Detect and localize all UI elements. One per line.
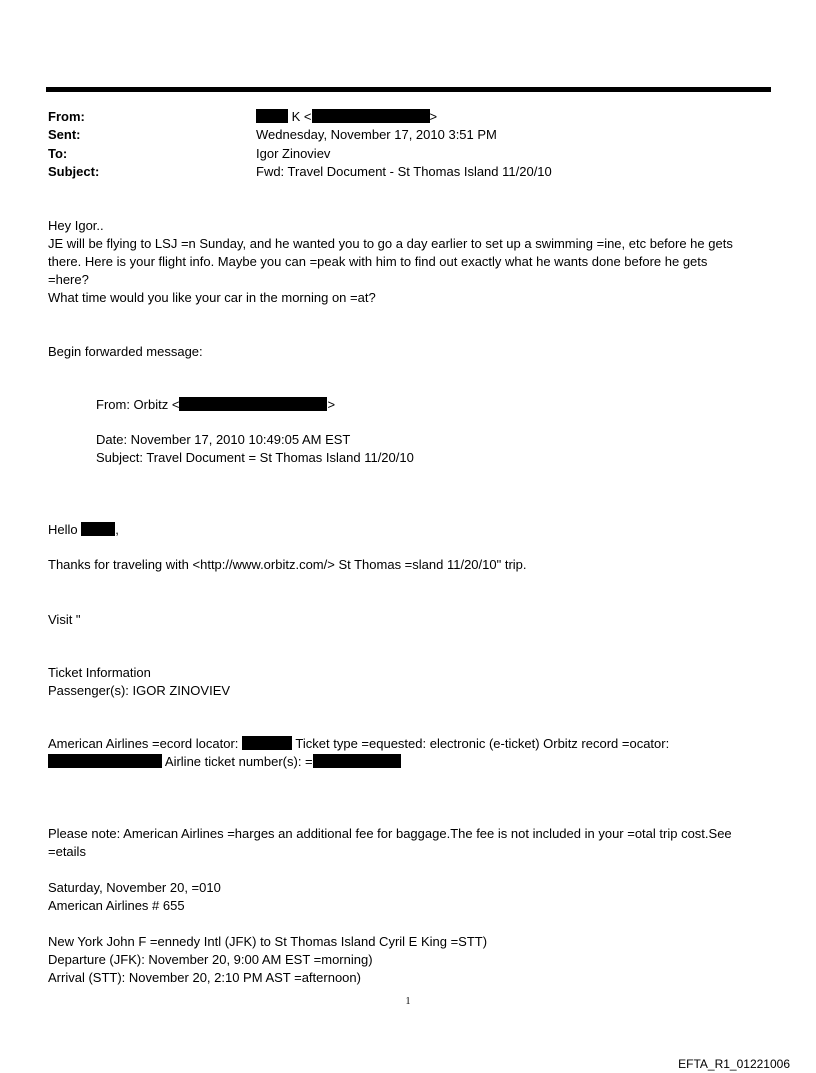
visit-line: Visit " — [48, 612, 81, 627]
body-line: JE will be flying to LSJ =n Sunday, and he wanted you to go a day earlier to set up a swimming =ine, etc before he gets — [48, 236, 733, 251]
to-label: To: — [48, 146, 68, 161]
redaction-block — [81, 522, 115, 536]
subject-label: Subject: — [48, 164, 100, 179]
record-locator-line — [48, 735, 669, 753]
document-id: EFTA_R1_01221006 — [678, 1057, 790, 1071]
from-label: From: — [48, 109, 85, 124]
header-rule — [46, 87, 771, 92]
flight-date: Saturday, November 20, =010 — [48, 880, 221, 895]
hello-comma: , — [115, 522, 119, 537]
redaction-block — [179, 397, 327, 411]
redaction-block — [242, 736, 292, 750]
fwd-subject: Subject: Travel Document = St Thomas Island 11/20/10 — [96, 450, 414, 465]
ticket-number-line — [48, 753, 401, 771]
redaction-block — [313, 754, 401, 768]
fwd-date: Date: November 17, 2010 10:49:05 AM EST — [96, 432, 351, 447]
to-value: Igor Zinoviev — [256, 146, 331, 161]
ticket-type-text: Ticket type =equested: electronic (e-ticket) Orbitz record =ocator: — [295, 736, 670, 751]
flight-number: American Airlines # 655 — [48, 898, 185, 913]
redaction-block — [312, 109, 430, 123]
body-line: What time would you like your car in the morning on =at? — [48, 290, 376, 305]
passengers-line: Passenger(s): IGOR ZINOVIEV — [48, 683, 231, 698]
arrival-line: Arrival (STT): November 20, 2:10 PM AST =afternoon) — [48, 970, 361, 985]
note-line: =etails — [48, 844, 86, 859]
hello-line — [48, 521, 119, 539]
aa-locator-text: American Airlines =ecord locator: — [48, 736, 239, 751]
fwd-from-end: > — [327, 397, 336, 412]
begin-forwarded: Begin forwarded message: — [48, 344, 203, 359]
sent-label: Sent: — [48, 127, 81, 142]
from-value — [256, 108, 437, 126]
fwd-from — [96, 396, 335, 414]
redaction-block — [48, 754, 162, 768]
fwd-from-text: From: Orbitz < — [96, 397, 180, 412]
body-line: there. Here is your flight info. Maybe you can =peak with him to find out exactly what he wants done before he gets — [48, 254, 708, 269]
from-end-text: > — [429, 109, 438, 124]
thanks-line: Thanks for traveling with <http://www.orbitz.com/> St Thomas =sland 11/20/10" trip. — [48, 557, 527, 572]
route-line: New York John F =ennedy Intl (JFK) to St Thomas Island Cyril E King =STT) — [48, 934, 488, 949]
subject-value: Fwd: Travel Document - St Thomas Island 11/20/10 — [256, 164, 552, 179]
ticket-number-text: Airline ticket number(s): = — [164, 754, 313, 769]
sent-value: Wednesday, November 17, 2010 3:51 PM — [256, 127, 497, 142]
ticket-info-heading: Ticket Information — [48, 665, 151, 680]
body-line: =here? — [48, 272, 89, 287]
departure-line: Departure (JFK): November 20, 9:00 AM EST =morning) — [48, 952, 373, 967]
page-number: 1 — [405, 996, 411, 1007]
greeting: Hey Igor.. — [48, 218, 104, 233]
hello-text: Hello — [48, 522, 78, 537]
note-line: Please note: American Airlines =harges an additional fee for baggage.The fee is not included in your =otal trip cost.See — [48, 826, 732, 841]
redaction-block — [256, 109, 288, 123]
from-mid-text: K < — [291, 109, 312, 124]
